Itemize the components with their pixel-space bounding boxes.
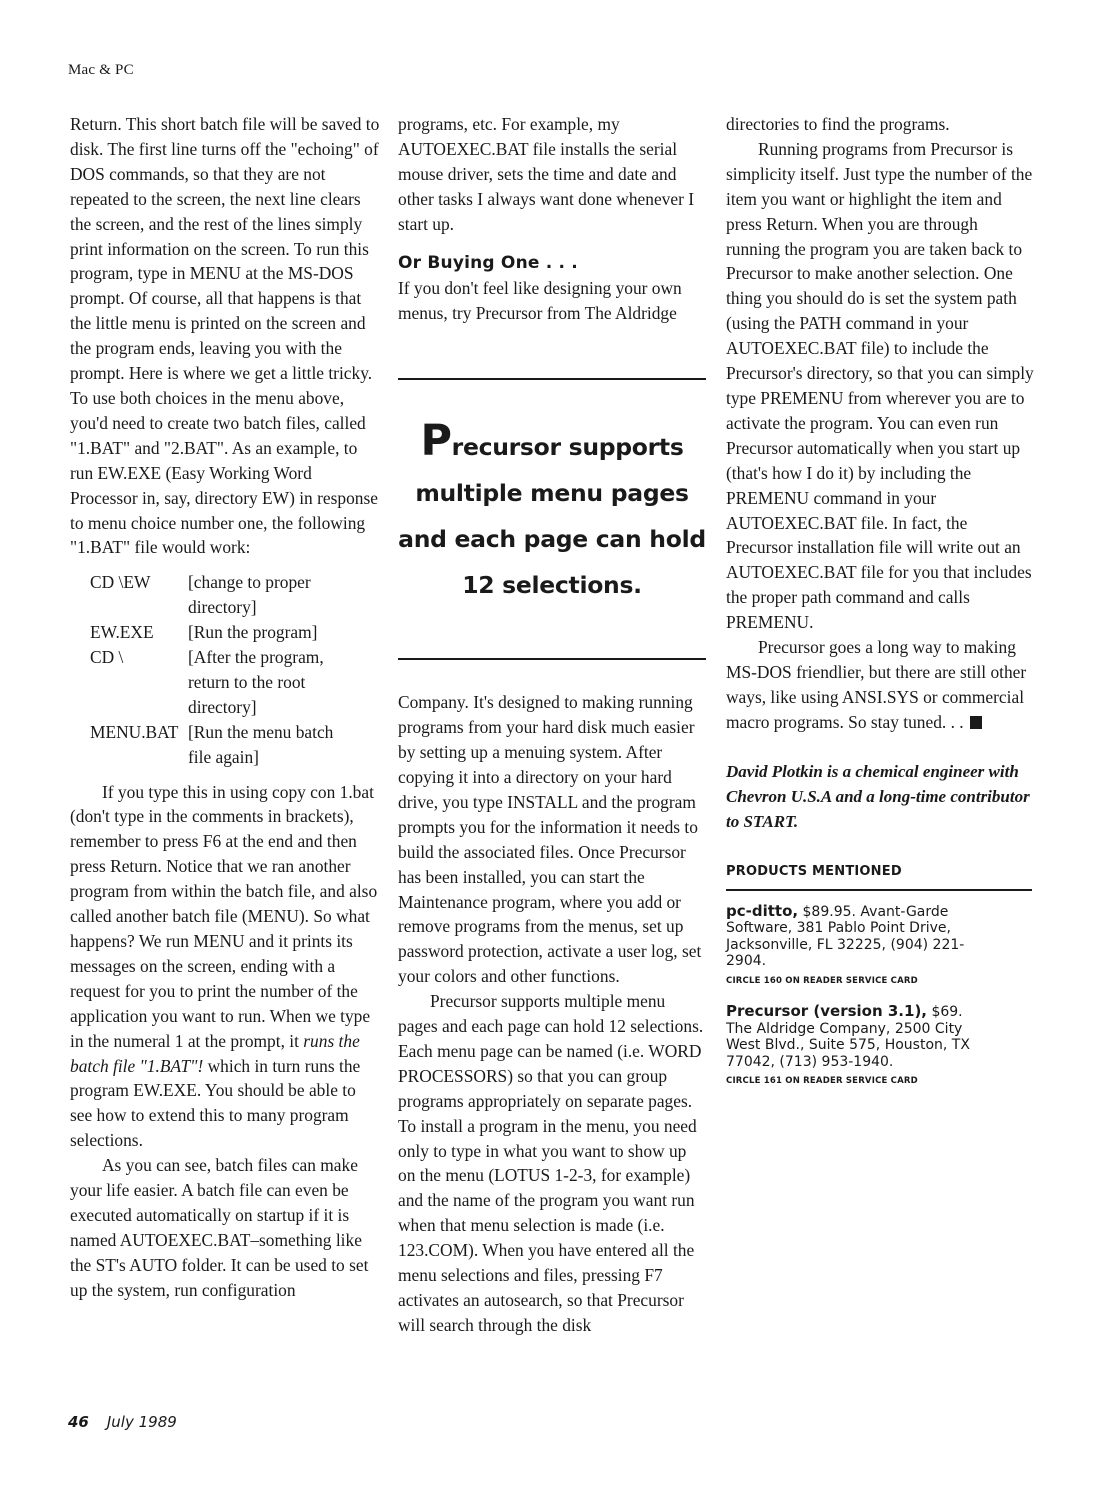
code-comment: [Run the menu batch file again] xyxy=(188,721,334,767)
product-name: Precursor (version 3.1), xyxy=(726,1002,927,1021)
text-run: Precursor goes a long way to making MS-DOS friendlier, but there are still other ways, like using ANSI.SYS or commercial macro programs. So stay tuned. . . xyxy=(726,637,1027,732)
paragraph: As you can see, batch files can make your life easier. A batch file can even be executed automatically on startup if it is named AUTOEXEC.BAT–something like the ST's AUTO folder. It can be used to set up the system, run configuration xyxy=(70,1155,369,1300)
code-comment: [change to proper directory] xyxy=(188,572,311,618)
paragraph: Return. This short batch file will be saved to disk. The first line turns off the "echoing" of DOS commands, so that they are not repeated to the screen, the next line clears the screen, and the rest of the lines simply print information on the screen. To run this program, type in MENU at the MS-DOS prompt. Of course, all that happens is that the little menu is printed on the screen and the program ends, leaving you with the prompt. Here is where we get a little tricky. To use both choices in the menu above, you'd need to create two batch files, called "1.BAT" and "2.BAT". As an example, to run EW.EXE (Easy Working Word Processor in, say, directory EW) in response to menu choice number one, the following "1.BAT" file would work: xyxy=(70,114,380,558)
code-command: CD \EW xyxy=(90,572,151,593)
paragraph: Precursor supports multiple menu pages and each page can hold 12 selections. Each menu page can be named (i.e. WORD PROCESSORS) so that you can group programs appropriately on separate pages. To install a program in the menu, you need only to type in what you want to show up on the menu (LOTUS 1-2-3, for example) and the name of the program you want run when that menu selection is made (i.e. 123.COM). When you have entered all the menu selections and files, pressing F7 activates an autosearch, so that Precursor will search through the disk xyxy=(398,991,704,1335)
page-number: 46 xyxy=(68,1413,89,1431)
products-heading: PRODUCTS MENTIONED xyxy=(726,860,1032,891)
reader-service-note: CIRCLE 161 ON READER SERVICE CARD xyxy=(726,1076,918,1087)
code-comment: [After the program, return to the root directory] xyxy=(188,647,324,717)
product-details: $69. The Aldridge Company, 2500 City West Blvd., Suite 575, Houston, TX 77042, (713) 953-1940. xyxy=(726,1004,970,1070)
issue-date: July 1989 xyxy=(106,1413,177,1431)
paragraph: If you don't feel like designing your own menus, try Precursor from The Aldridge xyxy=(398,278,682,324)
paragraph xyxy=(70,780,380,1154)
paragraph: Company. It's designed to making running programs from your hard disk much easier by setting up a menuing system. After copying it into a directory on your hard drive, you type INSTALL and the program prompts you for the information it needs to build the associated files. Once Precursor has been installed, you can start the Maintenance program, where you add or remove programs from the menus, set up password protection, activate a user log, set your colors and other functions. xyxy=(398,692,702,987)
pull-quote xyxy=(398,378,706,660)
author-bio: David Plotkin is a chemical engineer with Chevron U.S.A and a long-time contributor to START. xyxy=(726,761,1030,831)
section-header: Mac & PC xyxy=(68,62,134,78)
column-3 xyxy=(726,112,1036,1104)
paragraph: directories to find the programs. xyxy=(726,114,950,134)
code-command: CD \ xyxy=(90,647,124,668)
product-details: $89.95. Avant-Garde Software, 381 Pablo Point Drive, Jacksonville, FL 32225, (904) 221-2904. xyxy=(726,903,965,970)
code-command: MENU.BAT xyxy=(90,721,179,742)
column-1 xyxy=(70,112,380,1303)
product-entry xyxy=(726,1003,976,1090)
pull-quote-initial: P xyxy=(420,416,452,467)
paragraph: Running programs from Precursor is simplicity itself. Just type the number of the item you want or highlight the item and press Return. When you are through running the program you are taken back to Precursor to make another selection. One thing you should do is set the system path (using the PATH command in your AUTOEXEC.BAT file) to include the Precursor's directory, so that you can simply type PREMENU from wherever you are to activate the program. You can even run Precursor automatically when you start up (that's how I do it) by including the PREMENU command in your AUTOEXEC.BAT file. In fact, the Precursor installation file will write out an AUTOEXEC.BAT file for you that includes the proper path command and calls PREMENU. xyxy=(726,138,1034,633)
code-line xyxy=(90,620,358,645)
product-entry xyxy=(726,903,976,990)
column-2 xyxy=(398,112,706,1338)
code-line xyxy=(90,570,358,620)
paragraph: programs, etc. For example, my AUTOEXEC.BAT file installs the serial mouse driver, sets the time and date and other tasks I always want done whenever I start up. xyxy=(398,114,695,234)
end-mark-icon xyxy=(970,716,982,729)
code-comment: [Run the program] xyxy=(188,622,318,643)
subheading: Or Buying One . . . xyxy=(398,252,578,273)
product-name: pc-ditto, xyxy=(726,901,799,920)
code-line xyxy=(90,720,358,770)
batch-file-listing xyxy=(90,570,358,769)
page-footer xyxy=(68,1413,177,1431)
code-command: EW.EXE xyxy=(90,622,154,643)
reader-service-note: CIRCLE 160 ON READER SERVICE CARD xyxy=(726,975,918,986)
text-run: which in turn runs the program EW.EXE. You should be able to see how to extend this to many program selections. xyxy=(70,1055,361,1151)
code-line xyxy=(90,645,358,720)
pull-quote-text: recursor supports multiple menu pages and each page can hold 12 selections. xyxy=(398,433,706,600)
text-run: If you type this in using copy con 1.bat (don't type in the comments in brackets), remember to press F6 at the end and then press Return. Notice that we ran another program from within the batch file, and also called another batch file (MENU). So what happens? We run MENU and it prints its messages on the screen, ending with a request for you to print the number of the application you want to run. When we type in the numeral 1 at the prompt, it xyxy=(70,781,378,1051)
paragraph xyxy=(726,635,1036,735)
italic-text-run: runs the batch file "1.BAT"! xyxy=(70,1030,360,1076)
